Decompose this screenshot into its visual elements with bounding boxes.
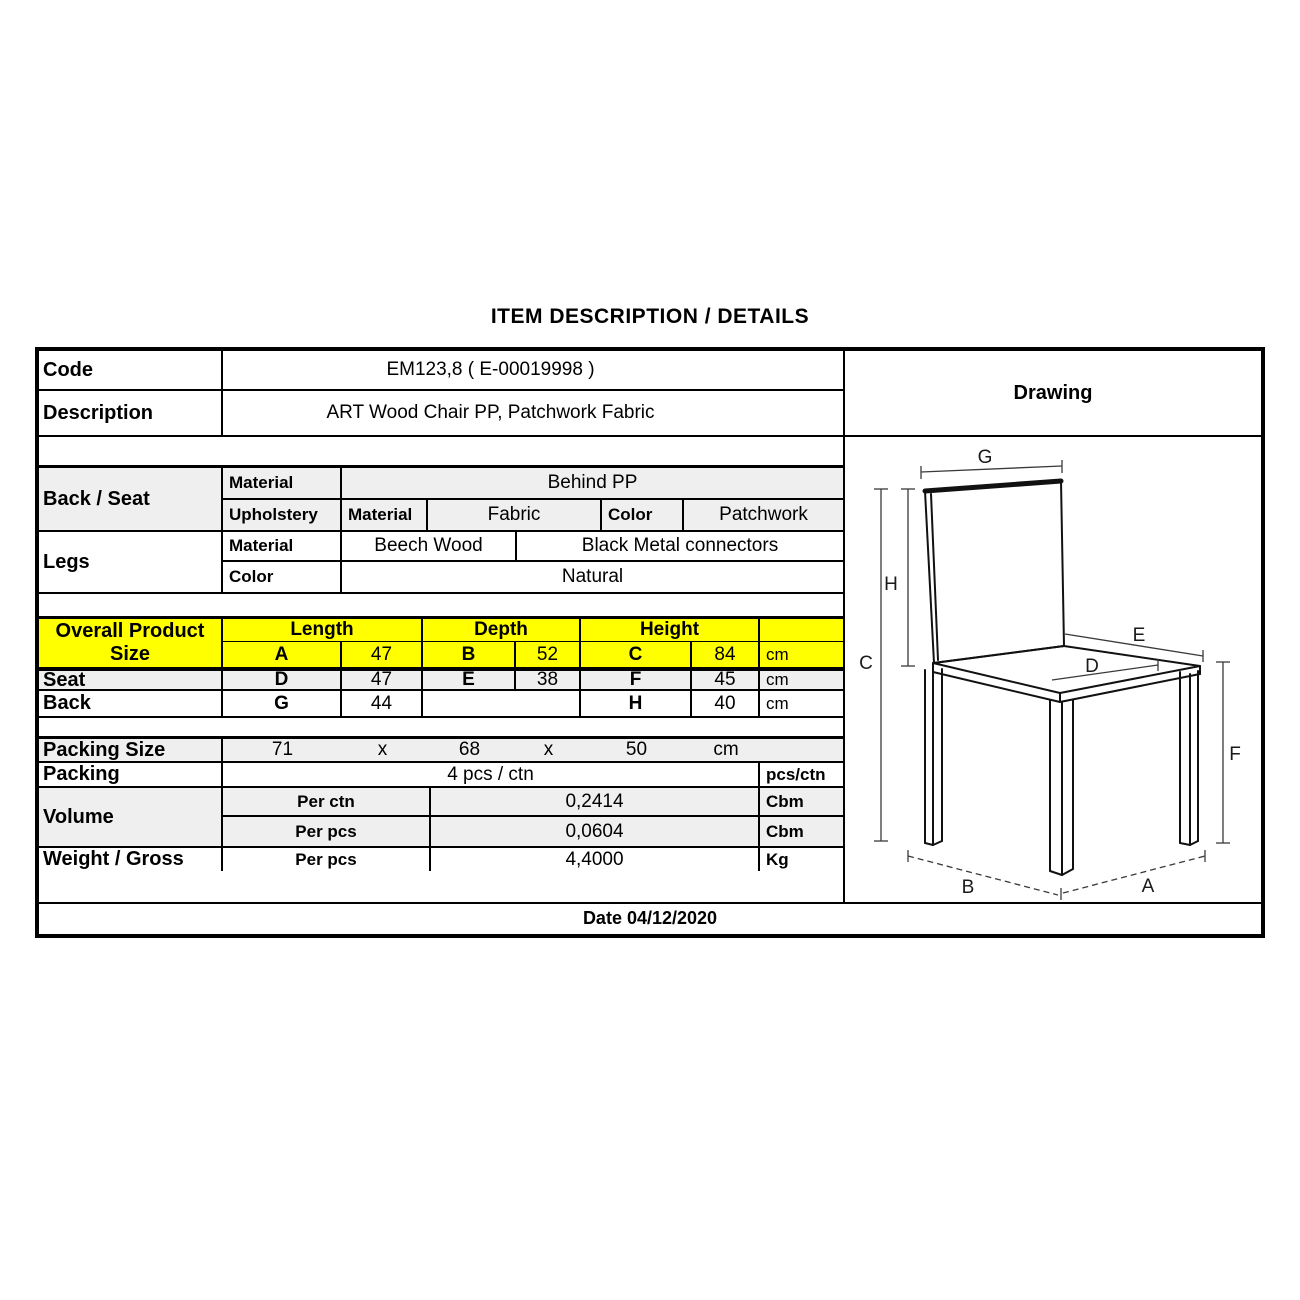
legs-color-row [221,562,843,592]
overall-size-label-line2: Size [109,643,151,665]
packing-size-parts [223,739,843,761]
overall-size-values-row [221,642,843,667]
packing-label: Packing [43,763,120,785]
dim-label-B: B [961,877,975,898]
separator-row [39,435,843,465]
code-value: EM123,8 ( E-00019998 ) [221,351,758,389]
dim-key-G: G [221,691,340,716]
weight-value: 4,4000 [429,848,758,871]
description-value: ART Wood Chair PP, Patchwork Fabric [221,391,758,435]
volume-label: Volume [43,805,114,828]
dim-line-H [901,489,915,666]
packing-size-value [221,739,843,761]
packing-value: 4 pcs / ctn [221,763,758,786]
page-title: ITEM DESCRIPTION / DETAILS [490,305,810,328]
code-spacer [758,351,843,389]
back-label: Back [43,692,91,714]
dim-line-C [874,489,888,841]
packing-size-part: 68 [458,739,481,760]
chair-left-leg [925,669,942,845]
dim-label-C: C [859,653,873,674]
dim-value-H: 40 [690,691,758,716]
legs-material-value: Beech Wood [340,532,515,560]
dim-key-B: B [421,642,514,667]
volume-section [39,786,843,846]
volume-per-ctn-unit: Cbm [758,788,843,815]
overall-size-body [221,619,843,667]
dim-value-C: 84 [690,642,758,667]
height-header: Height [579,619,758,641]
dim-label-F: F [1229,744,1241,765]
legs-section [39,530,843,592]
volume-per-pcs-unit: Cbm [758,817,843,846]
separator-row [39,716,843,736]
chair-right-leg [1180,671,1198,845]
dim-label-G: G [977,447,993,468]
material-label: Material [221,468,340,498]
dim-key-H: H [579,691,690,716]
back-seat-material-row [221,468,843,500]
dim-unit: cm [758,671,843,689]
dim-key-F: F [579,671,690,689]
volume-per-ctn-row [221,788,843,817]
packing-size-part: cm [713,739,739,760]
size-header-row [221,619,843,642]
volume-per-pcs-row [221,817,843,846]
size-header-spacer [758,619,843,641]
weight-unit: Kg [758,848,843,871]
chair-seat [933,646,1200,693]
chair-front-leg [1050,700,1073,875]
packing-size-part: 50 [625,739,648,760]
upholstery-label: Upholstery [221,500,340,530]
packing-size-part: x [377,739,388,760]
depth-header: Depth [421,619,579,641]
legs-color-value: Natural [340,562,843,592]
date-row [39,902,1261,933]
back-seat-body [221,468,843,530]
packing-size-part: 71 [271,739,294,760]
dim-unit: cm [758,642,843,667]
dim-label-H: H [884,574,898,595]
code-row [39,351,843,389]
separator-row [39,592,843,616]
overall-size-label [39,619,221,667]
upholstery-row [221,500,843,530]
volume-per-ctn-value: 0,2414 [429,788,758,815]
code-label: Code [43,358,93,381]
dim-label-E: E [1132,625,1146,646]
spec-table [35,347,1265,938]
upholstery-material-value: Fabric [426,500,600,530]
dim-value-E: 38 [514,671,579,689]
drawing-area [845,437,1261,902]
volume-per-ctn-label: Per ctn [221,788,429,815]
dim-key-A: A [221,642,340,667]
volume-per-pcs-value: 0,0604 [429,817,758,846]
packing-size-label: Packing Size [43,739,166,761]
upholstery-color-label: Color [600,500,682,530]
drawing-column [843,351,1261,902]
legs-material-row [221,532,843,562]
legs-body [221,532,843,592]
length-header: Length [221,619,421,641]
chair-backrest [925,481,1064,663]
back-seat-section [39,465,843,530]
description-label: Description [43,401,154,424]
seat-label: Seat [43,671,86,689]
date-value: Date 04/12/2020 [582,908,718,928]
overall-size-label-line1: Overall Product [55,620,205,642]
packing-size-part: x [543,739,554,760]
back-size-row [39,689,843,716]
packing-size-row [39,736,843,761]
dim-line-F [1216,662,1230,843]
packing-unit: pcs/ctn [758,763,843,786]
weight-per-label: Per pcs [221,848,429,871]
upholstery-color-value: Patchwork [682,500,843,530]
dim-value-A: 47 [340,642,421,667]
dim-value-B: 52 [514,642,579,667]
chair-drawing [845,437,1261,902]
legs-material-label: Material [221,532,340,560]
table-main-area [39,351,1261,902]
dim-line-B [908,850,1058,895]
dim-line-A [1061,850,1205,900]
dim-key-E: E [421,671,514,689]
legs-color-label: Color [221,562,340,592]
dim-label-A: A [1141,876,1155,897]
volume-body [221,788,843,846]
weight-row [39,846,843,871]
dim-key-C: C [579,642,690,667]
volume-per-pcs-label: Per pcs [221,817,429,846]
back-seat-label: Back / Seat [43,487,150,510]
legs-label: Legs [43,550,90,573]
drawing-header: Drawing [845,351,1261,437]
dim-value-D: 47 [340,671,421,689]
upholstery-material-label: Material [340,500,426,530]
overall-size-section [39,616,843,667]
description-row [39,389,843,435]
spec-columns [39,351,843,902]
dim-unit: cm [758,691,843,716]
dim-value-F: 45 [690,671,758,689]
description-spacer [758,391,843,435]
material-value: Behind PP [340,468,843,498]
dim-value-G: 44 [340,691,421,716]
seat-size-row [39,667,843,689]
legs-material-extra: Black Metal connectors [515,532,843,560]
packing-row [39,761,843,786]
dim-key-D: D [221,671,340,689]
weight-label: Weight / Gross [43,848,184,870]
back-size-empty-cell [421,691,579,716]
dim-label-D: D [1085,656,1099,677]
